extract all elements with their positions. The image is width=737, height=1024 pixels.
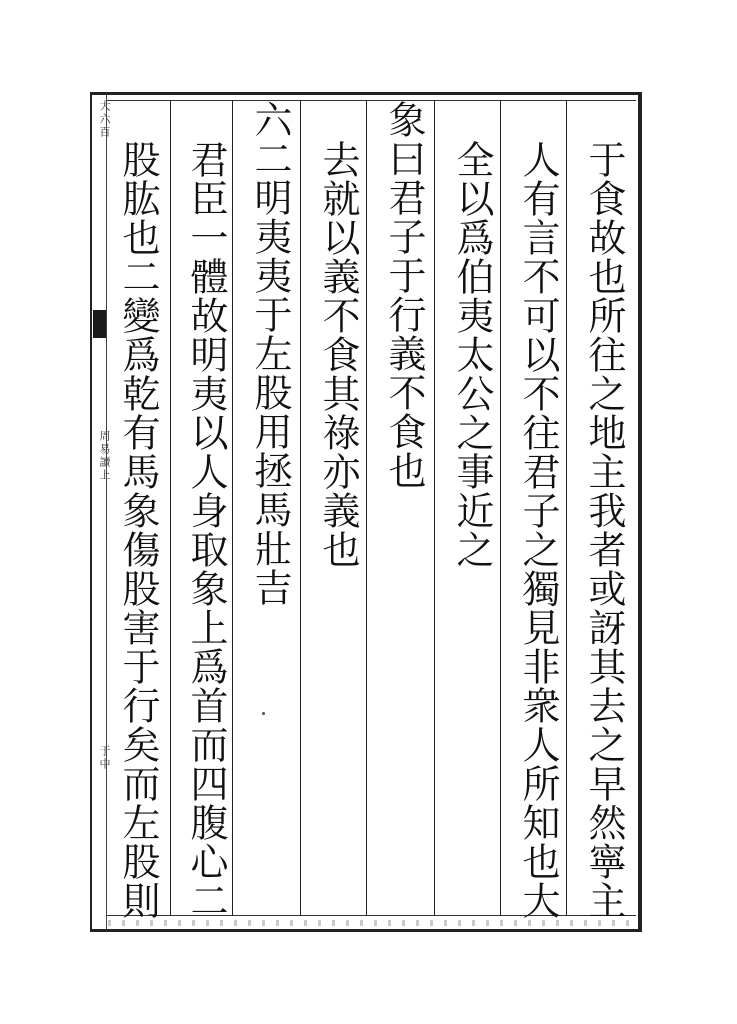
column-divider xyxy=(170,100,171,916)
text-column-4: 象曰君子于行義不食也 xyxy=(382,100,426,490)
fold-top-text: 大六百 xyxy=(98,100,111,139)
text-column-7: 君臣一體故明夷以人身取象上爲首而四腹心二 xyxy=(184,140,228,920)
column-divider xyxy=(434,100,435,916)
ink-dot xyxy=(262,712,265,715)
fold-margin xyxy=(92,95,107,929)
fold-black-mark xyxy=(93,310,106,338)
text-column-6: 六二明夷夷于左股用拯馬壯吉 xyxy=(248,100,292,607)
column-divider xyxy=(300,100,301,916)
text-column-2: 人有言不可以不往君子之獨見非衆人所知也大 xyxy=(516,140,560,920)
text-column-5: 去就以義不食其祿亦義也 xyxy=(316,140,360,569)
fold-title-text: 周易讀上 xyxy=(98,430,111,482)
text-column-1: 于食故也所往之地主我者或訝其去之早然寧主 xyxy=(582,140,626,920)
bottom-ink-specks xyxy=(108,920,636,926)
text-column-3: 全以爲伯夷太公之事近之 xyxy=(450,140,494,569)
text-column-8: 股肱也二變爲乾有馬象傷股害于行矣而左股則 xyxy=(116,140,160,920)
fold-page-number: 于中 xyxy=(98,745,111,771)
